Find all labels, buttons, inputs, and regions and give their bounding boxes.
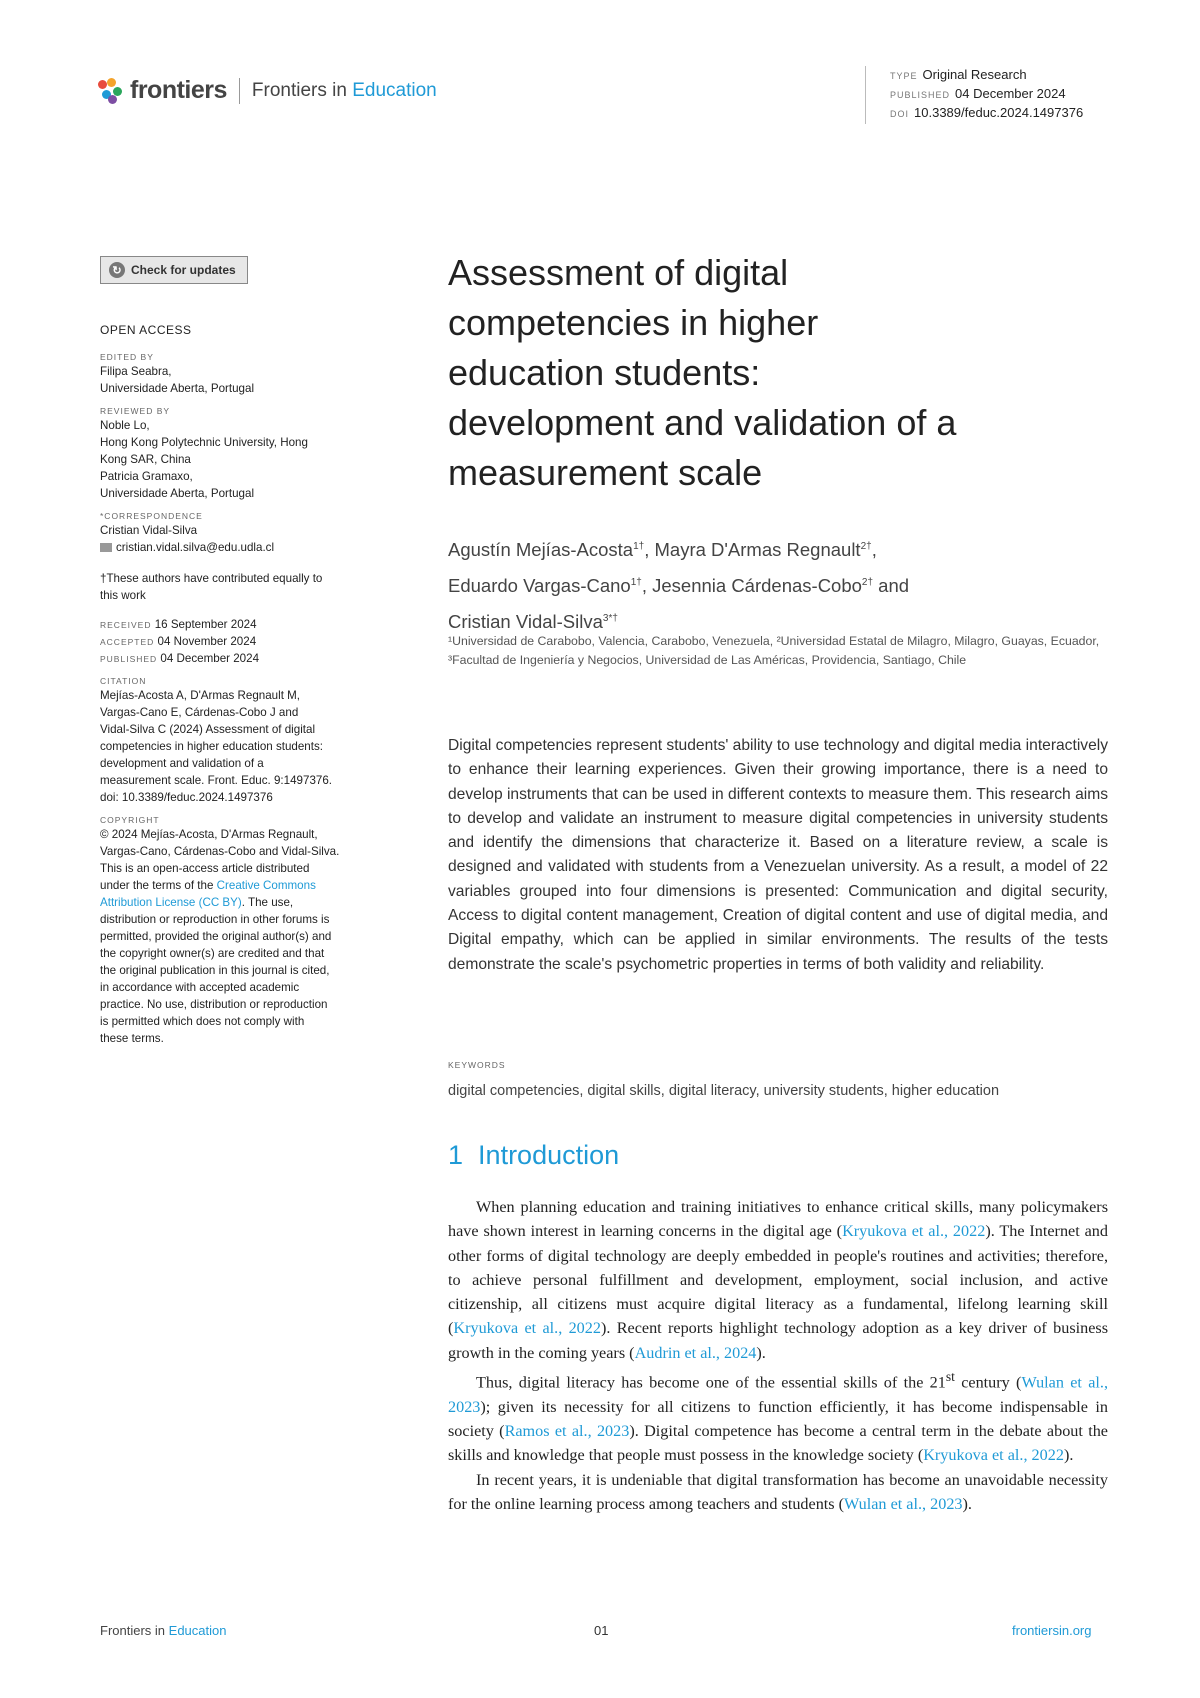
footer-journal[interactable]: Frontiers in Education — [100, 1623, 227, 1638]
accepted-date: 04 November 2024 — [157, 635, 257, 648]
copyright-line: is permitted which does not comply with — [100, 1015, 305, 1028]
paragraph: Thus, digital literacy has become one of the essential skills of the 21st century (Wulan et al., 2023); given its necessity for all citizens to function efficiently, it has become indispensable in society (Ramos et al., 2023). Digital competence has become a central term in the debate about the skills and knowledge that people must possess in the knowledge society (Kryukova et al., 2022). — [448, 1369, 1109, 1465]
citation-link[interactable]: Kryukova et al., 2022 — [842, 1222, 986, 1241]
keywords-label: KEYWORDS — [448, 1060, 506, 1070]
correspondence-email-row — [100, 539, 400, 556]
citation-line: Vidal-Silva C (2024) Assessment of digital — [100, 723, 316, 736]
editor-line: Filipa Seabra, — [100, 365, 172, 378]
citation-link[interactable]: Kryukova et al., 2022 — [923, 1446, 1064, 1465]
reviewer-line: Patricia Gramaxo, — [100, 470, 193, 483]
citation-link[interactable]: Audrin et al., 2024 — [634, 1343, 757, 1362]
received-date: 16 September 2024 — [154, 618, 257, 631]
sidebar-published-date: 04 December 2024 — [160, 652, 260, 665]
author[interactable]: Cristian Vidal-Silva$^{3*\dagger}$ — [448, 611, 618, 633]
article-meta: TYPE Original Research PUBLISHED 04 December 2024 DOI 10.3389/feduc.2024.1497376 — [890, 67, 1084, 120]
author[interactable]: Jesennia Cárdenas-Cobo$^{2\dagger}$ — [652, 575, 874, 597]
citation-link[interactable]: Wulan et al., 2023 — [448, 1373, 1109, 1416]
editor-line: Universidade Aberta, Portugal — [100, 382, 255, 395]
author-list: Agustín Mejías-Acosta$^{1\dagger}$, Mayra D'Armas Regnault$^{2\dagger}$, Eduardo Vargas-Cano$^{1\dagger}$, Jesennia Cárdenas-Cobo$^{2\dagger}$ and Cristian Vidal-Silva$^{3*\dagger}$ — [448, 539, 910, 633]
frontiers-logo[interactable] — [98, 76, 437, 105]
article-title: Assessment of digital competencies in higher education students: development and validation of a measurement scale — [448, 252, 957, 493]
copyright-line: practice. No use, distribution or reproduction — [100, 998, 328, 1011]
copyright-line: in accordance with accepted academic — [100, 981, 300, 994]
citation-line: doi: 10.3389/feduc.2024.1497376 — [100, 791, 273, 804]
author[interactable]: Mayra D'Armas Regnault$^{2\dagger}$ — [654, 539, 872, 561]
reviewer-line: Kong SAR, China — [100, 453, 191, 466]
equal-contribution-note: †These authors have contributed equally to — [100, 572, 323, 585]
published-date: 04 December 2024 — [955, 86, 1066, 101]
license-link[interactable]: Attribution License (CC BY) — [100, 896, 242, 909]
frontiers-logo-mark — [98, 78, 124, 104]
page-number: 01 — [594, 1623, 609, 1638]
keywords: digital competencies, digital skills, digital literacy, university students, higher education — [448, 1083, 1000, 1099]
citation-line: measurement scale. Front. Educ. 9:1497376. — [100, 774, 333, 787]
abstract: Digital competencies represent students' ability to use technology and digital media interactively to enhance their learning experiences. Given their growing importance, there is a need to develop instruments that can be used in different contexts to measure them. This research aims to develop and validate an instrument to measure digital competencies in university students and identify the dimensions that characterize it. Based on a literature review, a scale is designed and validated with students from a Venezuelan university. As a result, a model of 22 variables grouped into four dimensions is presented: Communication and digital security, Access to digital content management, Creation of digital content and use of digital media, and Digital empathy, which can be applied in similar environments. The results of the tests demonstrate the scale's psychometric properties in terms of both validity and reliability. — [448, 737, 1109, 973]
reviewer-line: Universidade Aberta, Portugal — [100, 487, 255, 500]
doi[interactable]: 10.3389/feduc.2024.1497376 — [914, 105, 1084, 120]
paragraph: In recent years, it is undeniable that digital transformation has become an unavoidable necessity for the online learning process among teachers and students (Wulan et al., 2023). — [448, 1470, 1108, 1513]
meta-divider — [865, 66, 866, 124]
copyright-line: these terms. — [100, 1032, 164, 1045]
copyright-line: distribution or reproduction in other forums is — [100, 913, 330, 926]
check-for-updates-button[interactable]: ↻ Check for updates — [100, 256, 248, 284]
reviewer-line: Noble Lo, — [100, 419, 150, 432]
journal-name: Frontiers in Education — [251, 79, 437, 101]
citation-line: Mejías-Acosta A, D'Armas Regnault M, — [100, 689, 301, 702]
copyright-line: permitted, provided the original author(s) and — [100, 930, 332, 943]
author[interactable]: Eduardo Vargas-Cano$^{1\dagger}$ — [448, 575, 642, 597]
sidebar-info: OPEN ACCESS EDITED BY Filipa Seabra, Universidade Aberta, Portugal REVIEWED BY Noble Lo, Hong Kong Polytechnic University, Hong Kong SAR, China Patricia Gramaxo, Universidade Aberta, Portugal *CORRESPONDENCE Cristian Vidal-Silva cristian.vidal.silva@edu.udla.cl †These authors have contributed equally to this work RECEIVED 16 September 2024 ACCEPTED 04 November 2024 PUBLISHED 04 December 2024 CITATION Mejías-Acosta A, D'Armas Regnault M, Vargas-Cano E, Cárdenas-Cobo J and Vidal-Silva C (2024) Assessment of digital competencies in higher education students: development and validation of a measurement scale. Front. Educ. 9:1497376. doi: 10.3389/feduc.2024.1497376 COPYRIGHT © 2024 Mejías-Acosta, D'Armas Regnault, Vargas-Cano, Cárdenas-Cobo and Vidal-Silva. This is an open-access article distributed under the terms of the Creative Commons Attribution License (CC BY). The use, distribution or reproduction in other forums is permitted, provided the original author(s) and the copyright owner(s) are credited and that the original publication in this journal is cited, in accordance with accepted academic practice. No use, distribution or reproduction is permitted which does not comply with these terms. — [100, 322, 400, 1047]
footer-site-link[interactable]: frontiersin.org — [1012, 1623, 1092, 1638]
refresh-icon: ↻ — [109, 262, 125, 278]
copyright-line: the copyright owner(s) are credited and that — [100, 947, 325, 960]
citation-link[interactable]: Ramos et al., 2023 — [504, 1422, 630, 1441]
copyright-line: Attribution License (CC BY). The use, — [100, 896, 294, 909]
license-link[interactable]: Creative Commons — [216, 879, 316, 892]
affiliations: ¹Universidad de Carabobo, Valencia, Carabobo, Venezuela, ²Universidad Estatal de Milagro, Milagro, Guayas, Ecuador, ³Facultad de Ingeniería y Negocios, Universidad de Las Américas, Providencia, Santiago, Chile — [448, 634, 1100, 667]
logo-divider — [239, 78, 240, 104]
copyright-line: This is an open-access article distributed — [100, 862, 310, 875]
citation-link[interactable]: Wulan et al., 2023 — [844, 1494, 963, 1513]
article-type: Original Research — [922, 67, 1027, 82]
author[interactable]: Agustín Mejías-Acosta$^{1\dagger}$ — [448, 539, 645, 561]
citation-line: competencies in higher education students: — [100, 740, 323, 753]
correspondence-email[interactable]: cristian.vidal.silva@edu.udla.cl — [116, 541, 275, 554]
copyright-line: © 2024 Mejías-Acosta, D'Armas Regnault, — [100, 828, 318, 841]
brand-name: frontiers — [130, 76, 227, 104]
copyright-line: Vargas-Cano, Cárdenas-Cobo and Vidal-Silva. — [100, 845, 340, 858]
paragraph: When planning education and training initiatives to enhance critical skills, many policymakers have shown interest in learning concerns in the digital age (Kryukova et al., 2022). The Internet and other forms of digital technology are deeply embedded in people's routines and activities; therefore, to achieve personal fulfillment and development, employment, social inclusion, and active citizenship, all citizens must acquire digital literacy as a fundamental, lifelong learning skill (Kryukova et al., 2022). Recent reports highlight technology adoption as a key driver of business growth in the coming years (Audrin et al., 2024). — [448, 1198, 1108, 1362]
open-access-label: OPEN ACCESS — [100, 323, 192, 337]
correspondence-name: Cristian Vidal-Silva — [100, 524, 198, 537]
reviewer-line: Hong Kong Polytechnic University, Hong — [100, 436, 308, 449]
section-heading-introduction: 1 Introduction — [448, 1140, 620, 1170]
copyright-line: under the terms of the Creative Commons — [100, 879, 316, 892]
email-icon — [100, 543, 112, 552]
copyright-line: the original publication in this journal is cited, — [100, 964, 330, 977]
citation-line: development and validation of a — [100, 757, 264, 770]
citation-link[interactable]: Kryukova et al., 2022 — [453, 1319, 601, 1338]
citation-line: Vargas-Cano E, Cárdenas-Cobo J and — [100, 706, 299, 719]
body-text — [448, 1195, 1108, 1516]
